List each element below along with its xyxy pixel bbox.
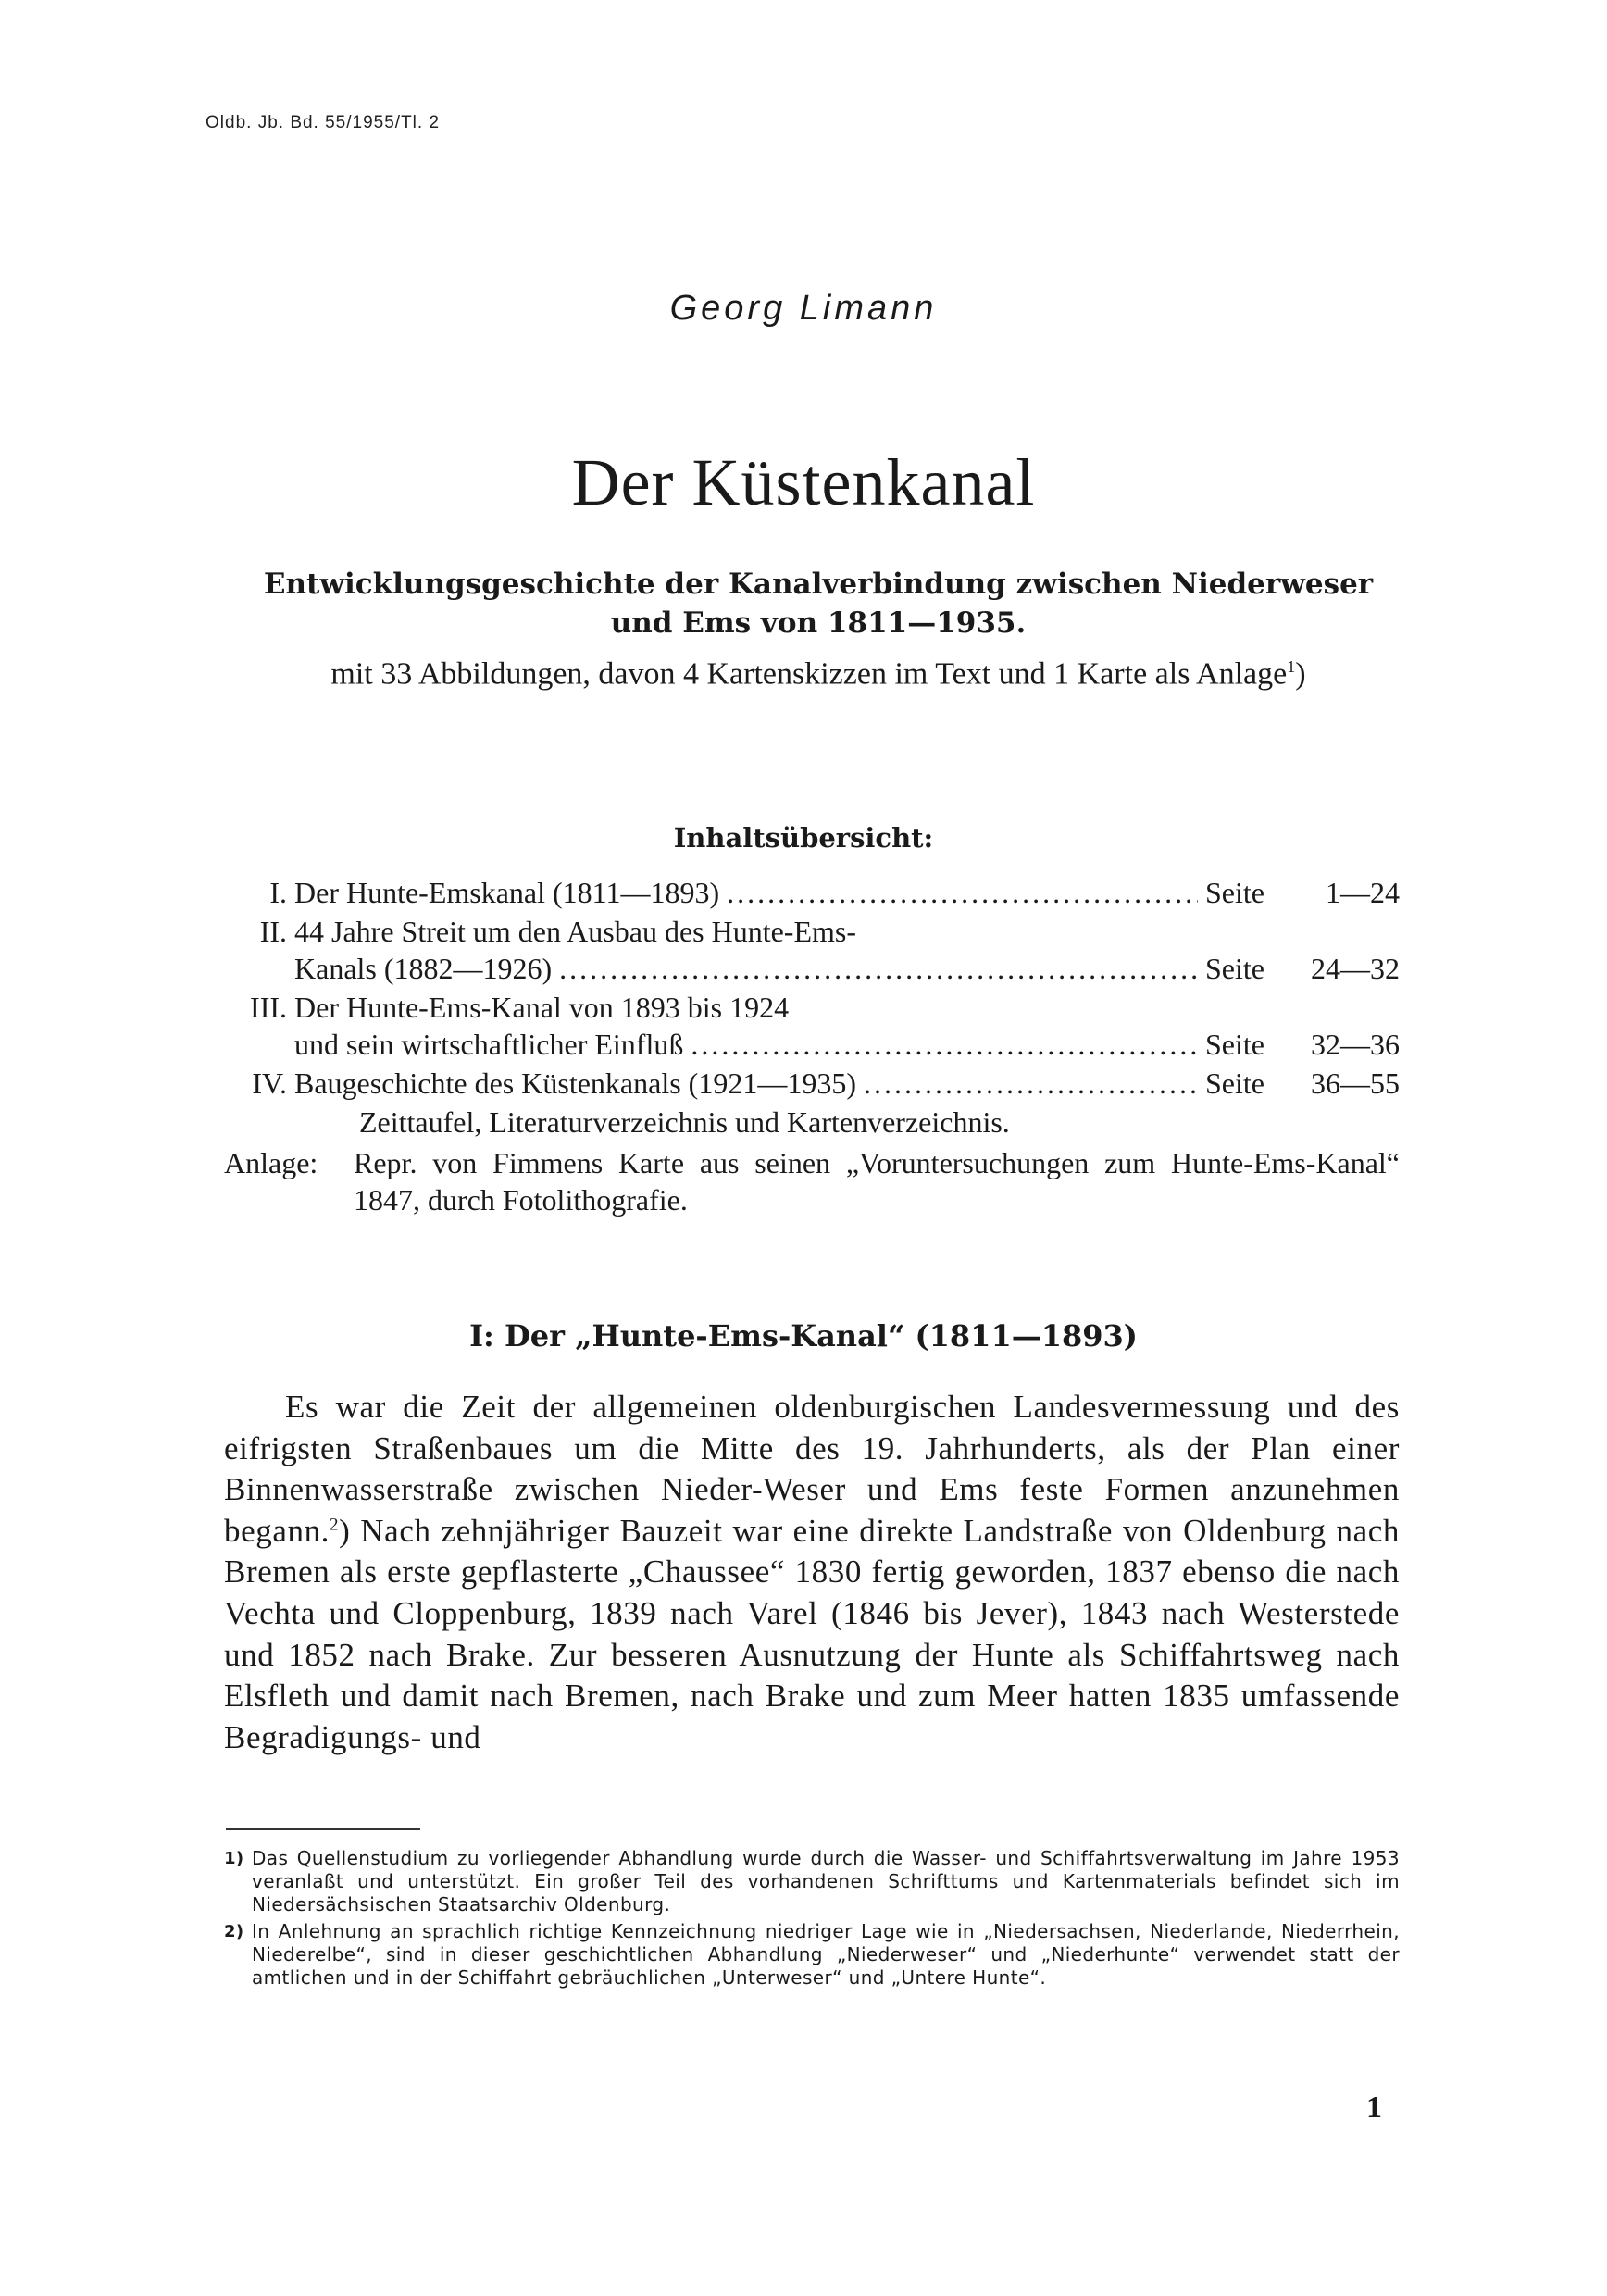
toc-entry-pages: 36—55 [1311,1067,1400,1100]
toc-entry-number: III. [250,991,287,1024]
toc-entry-number: II. [259,915,287,948]
toc-entry-number: I. [269,876,287,909]
toc-leader-dots [727,874,1198,911]
illustrations-note-close: ) [1295,656,1306,692]
table-of-contents [224,874,1400,1218]
illustrations-note [231,646,1405,694]
toc-seite-label: Seite [1205,1028,1264,1061]
toc-leader-dots [559,950,1198,987]
attachment-text: Repr. von Fimmens Karte aus seinen „Voruntersuchungen zum Hunte-Ems-Kanal“ 1847, durch Fotolithografie. [354,1146,1400,1217]
toc-entry-pages: 32—36 [1311,1028,1400,1061]
footnote-text: In Anlehnung an sprachlich richtige Kennzeichnung niedriger Lage wie in „Niedersachsen, Niederlande, Niederrhein, Niederelbe“, sind in dieser geschichtlichen Abhandlung „Niederweser“ und „Niederhunte“ verwendet statt der amtlichen und in der Schiffahrt gebräuchlichen „Unterweser“ und „Untere Hunte“. [252,1920,1400,1989]
footnote-ref-1: 1 [1287,657,1296,676]
footnote-mark: 1) [224,1849,244,1868]
toc-entry-title-cont: und sein wirtschaftlicher Einfluß [294,1028,684,1061]
section-heading: I: Der „Hunte-Ems-Kanal“ (1811—1893) [469,1318,1138,1354]
article-title: Der Küstenkanal [571,445,1036,519]
toc-seite-label: Seite [1205,876,1264,909]
toc-seite-label: Seite [1205,1067,1264,1100]
toc-entry [224,913,1400,987]
toc-seite-label: Seite [1205,952,1264,985]
toc-heading: Inhaltsübersicht: [673,822,934,854]
footnote-ref-2: 2 [330,1515,340,1535]
toc-entry [224,874,1400,911]
footnote [224,1920,1400,1990]
footnotes [224,1847,1400,1993]
toc-entry-title: Baugeschichte des Küstenkanals (1921—1935) [294,1067,856,1100]
body-text-b: ) Nach zehnjähriger Bauzeit war eine direkte Landstraße von Oldenburg nach Bremen als erste gepflasterte „Chaussee“ 1830 fertig geworden, 1837 ebenso die nach Vechta und Cloppenburg, 1839 nach Varel (1846 bis Jever), 1843 nach Westerstede und 1852 nach Brake. Zur besseren Ausnutzung der Hunte als Schiffahrtsweg nach Elsfleth und damit nach Bremen, nach Brake und zum Meer hatten 1835 umfassende Begradigungs- und [224,1512,1400,1755]
footnote-mark: 2) [224,1922,244,1941]
footnote [224,1847,1400,1916]
footnote-text: Das Quellenstudium zu vorliegender Abhandlung wurde durch die Wasser- und Schiffahrtsverwaltung im Jahre 1953 veranlaßt und unterstützt. Ein großer Teil des vorhandenen Schrifttums und Kartenmaterials befindet sich im Niedersächsischen Staatsarchiv Oldenburg. [252,1847,1400,1915]
journal-reference: Oldb. Jb. Bd. 55/1955/Tl. 2 [206,113,441,132]
toc-leader-dots [864,1065,1198,1102]
toc-entry-number: IV. [252,1067,287,1100]
toc-entry [224,989,1400,1063]
toc-attachment [224,1144,1400,1218]
toc-entry [224,1065,1400,1102]
page-number: 1 [1366,2090,1382,2125]
toc-entry-title: 44 Jahre Streit um den Ausbau des Hunte-Ems- [294,915,856,948]
body-text-a: Es war die Zeit der allgemeinen oldenburgischen Landesvermessung und des eifrigsten Straßenbaues um die Mitte des 19. Jahrhunderts, als der Plan einer Binnenwasserstraße zwischen Nieder-Weser und Ems feste Formen anzunehmen begann. [224,1389,1400,1549]
toc-entry-title: Der Hunte-Emskanal (1811—1893) [294,876,720,909]
attachment-label: Anlage: [224,1146,318,1179]
toc-extra-line: Zeittaufel, Literaturverzeichnis und Kartenverzeichnis. [359,1105,1010,1139]
article-subtitle: Entwicklungsgeschichte der Kanalverbindung zwischen Niederweser und Ems von 1811—1935. [263,568,1374,640]
toc-leader-dots [691,1026,1198,1063]
illustrations-note-text: mit 33 Abbildungen, davon 4 Kartenskizzen im Text und 1 Karte als Anlage [330,656,1288,692]
toc-entry-title: Der Hunte-Ems-Kanal von 1893 bis 1924 [294,991,790,1024]
toc-entry-pages: 1—24 [1326,876,1400,909]
body-paragraph [224,1387,1400,1758]
toc-entry-pages: 24—32 [1311,952,1400,985]
toc-entry-title-cont: Kanals (1882—1926) [294,952,553,985]
footnote-rule [226,1828,420,1830]
author-name: Georg Limann [669,289,938,328]
